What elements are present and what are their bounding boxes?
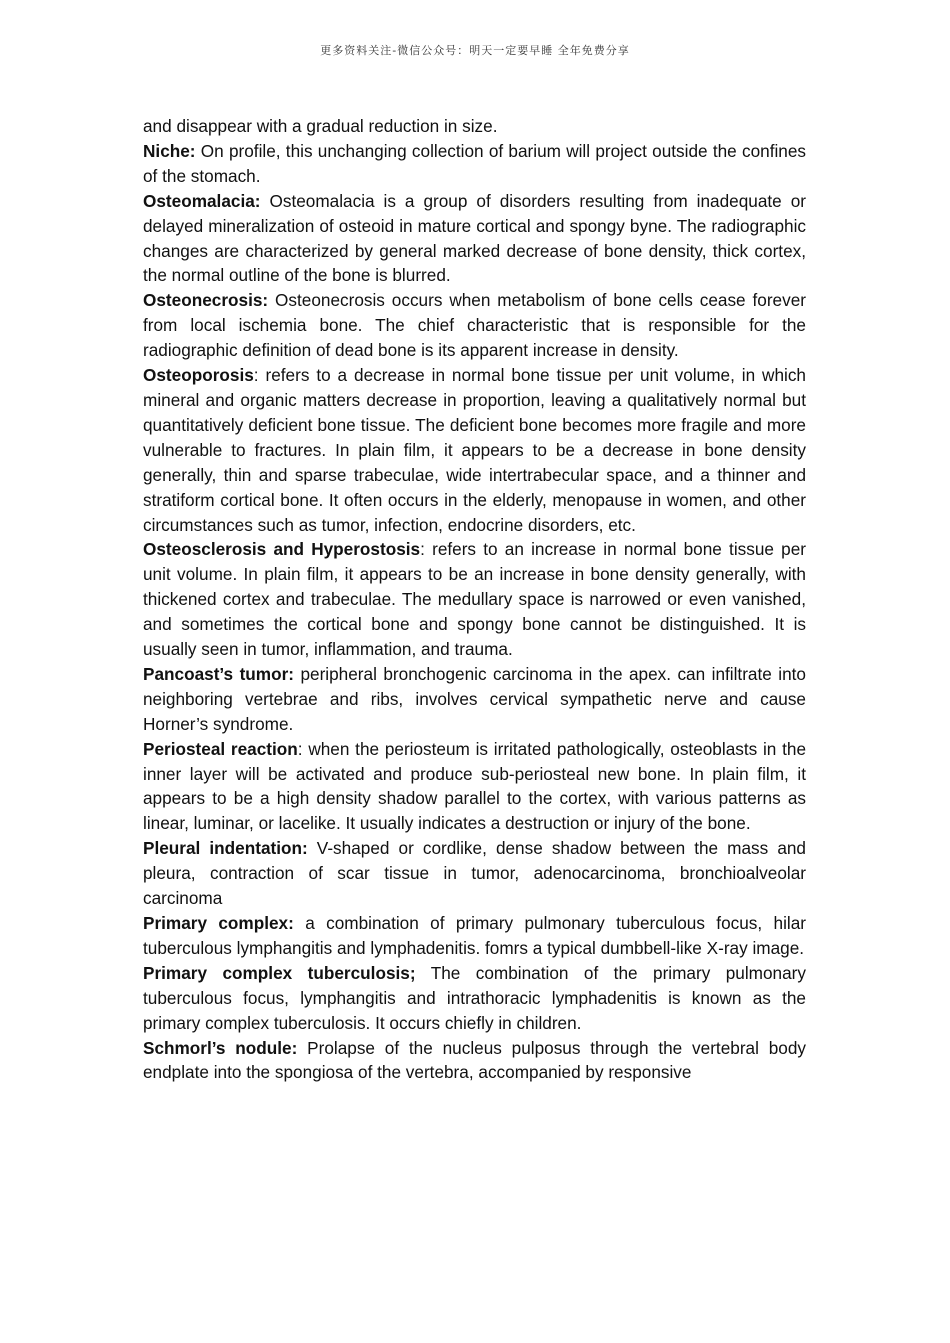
glossary-entry-osteosclerosis [143, 537, 806, 662]
term-definition: peripheral bronchogenic carcinoma in the apex. can infiltrate into neighboring vertebrae and ribs, involves cervical sympathetic nerve and cause Horner’s syndrome. [143, 663, 806, 734]
glossary-entry-schmorls-nodule [143, 1036, 806, 1086]
term-definition: Prolapse of the nucleus pulposus through the vertebral body endplate into the spongiosa of the vertebra, accompanied by responsive [143, 1037, 806, 1083]
term-definition: : refers to a decrease in normal bone tissue per unit volume, in which mineral and organic matters decrease in proportion, leaving a qualitatively normal but quantitatively deficient bone tissue. The deficient bone becomes more fragile and more vulnerable to fractures. In plain film, it appears to be a decrease in bone density generally, thin and sparse trabeculae, wide intertrabecular space, and a thinner and stratiform cortical bone. It often occurs in the elderly, menopause in women, and other circumstances such as tumor, infection, endocrine disorders, etc. [143, 365, 806, 535]
term-label: Periosteal reaction [143, 738, 298, 759]
document-body [143, 114, 806, 1085]
glossary-entry-periosteal-reaction [143, 737, 806, 837]
term-label: Osteonecrosis: [143, 290, 269, 311]
glossary-entry-osteonecrosis [143, 288, 806, 363]
glossary-entry-pancoast-tumor [143, 662, 806, 737]
term-definition: : refers to an increase in normal bone tissue per unit volume. In plain film, it appears to be an increase in bone density generally, with thickened cortex and trabeculae. The medullary space is narrowed or even vanished, and sometimes the cortical bone and spongy bone cannot be distinguished. It is usually seen in tumor, inflammation, and trauma. [143, 539, 806, 660]
term-label: Pancoast’s tumor: [143, 663, 294, 684]
term-definition: Osteomalacia is a group of disorders resulting from inadequate or delayed mineralization of osteoid in mature cortical and spongy byne. The radiographic changes are characterized by general marked decrease of bone density, thick cortex, the normal outline of the bone is blurred. [143, 190, 806, 286]
glossary-entry-primary-complex-tuberculosis [143, 961, 806, 1036]
page-header: 更多资料关注-微信公众号：明天一定要早睡 全年免费分享 [320, 44, 630, 57]
term-definition: and disappear with a gradual reduction in size. [143, 116, 498, 136]
term-label: Niche: [143, 140, 196, 161]
glossary-entry-primary-complex [143, 911, 806, 961]
term-definition: : when the periosteum is irritated pathologically, osteoblasts in the inner layer will be activated and produce sub-periosteal new bone. In plain film, it appears to be a high density shadow parallel to the cortex, with various patterns as linear, luminar, or lacelike. It usually indicates a destruction or injury of the bone. [143, 738, 806, 834]
term-label: Primary complex: [143, 913, 294, 933]
term-label: Primary complex tuberculosis; [143, 962, 416, 983]
term-definition: Osteonecrosis occurs when metabolism of bone cells cease forever from local ischemia bone. The chief characteristic that is responsible for the radiographic definition of dead bone is its apparent increase in density. [143, 290, 806, 361]
term-definition: a combination of primary pulmonary tuberculous focus, hilar tuberculous lymphangitis and lymphadenitis. fomrs a typical dumbbell-like X-ray image. [143, 913, 807, 958]
term-label: Osteosclerosis and Hyperostosis [143, 539, 421, 560]
term-definition: On profile, this unchanging collection of barium will project outside the confines of the stomach. [143, 140, 806, 186]
term-definition: V-shaped or cordlike, dense shadow between the mass and pleura, contraction of scar tissue in tumor, adenocarcinoma, bronchioalveolar carcinoma [143, 838, 806, 909]
glossary-entry-osteomalacia [143, 189, 806, 289]
term-label: Pleural indentation: [143, 838, 308, 859]
glossary-entry-pleural-indentation [143, 836, 806, 911]
term-definition: The combination of the primary pulmonary tuberculous focus, lymphangitis and intrathoracic lymphadenitis is known as the primary complex tuberculosis. It occurs chiefly in children. [143, 962, 806, 1033]
term-label: Schmorl’s nodule: [143, 1037, 298, 1058]
paragraph-continuation [143, 114, 806, 139]
glossary-entry-niche [143, 139, 806, 189]
glossary-entry-osteoporosis [143, 363, 806, 537]
term-label: Osteomalacia: [143, 190, 261, 211]
term-label: Osteoporosis [143, 365, 254, 386]
